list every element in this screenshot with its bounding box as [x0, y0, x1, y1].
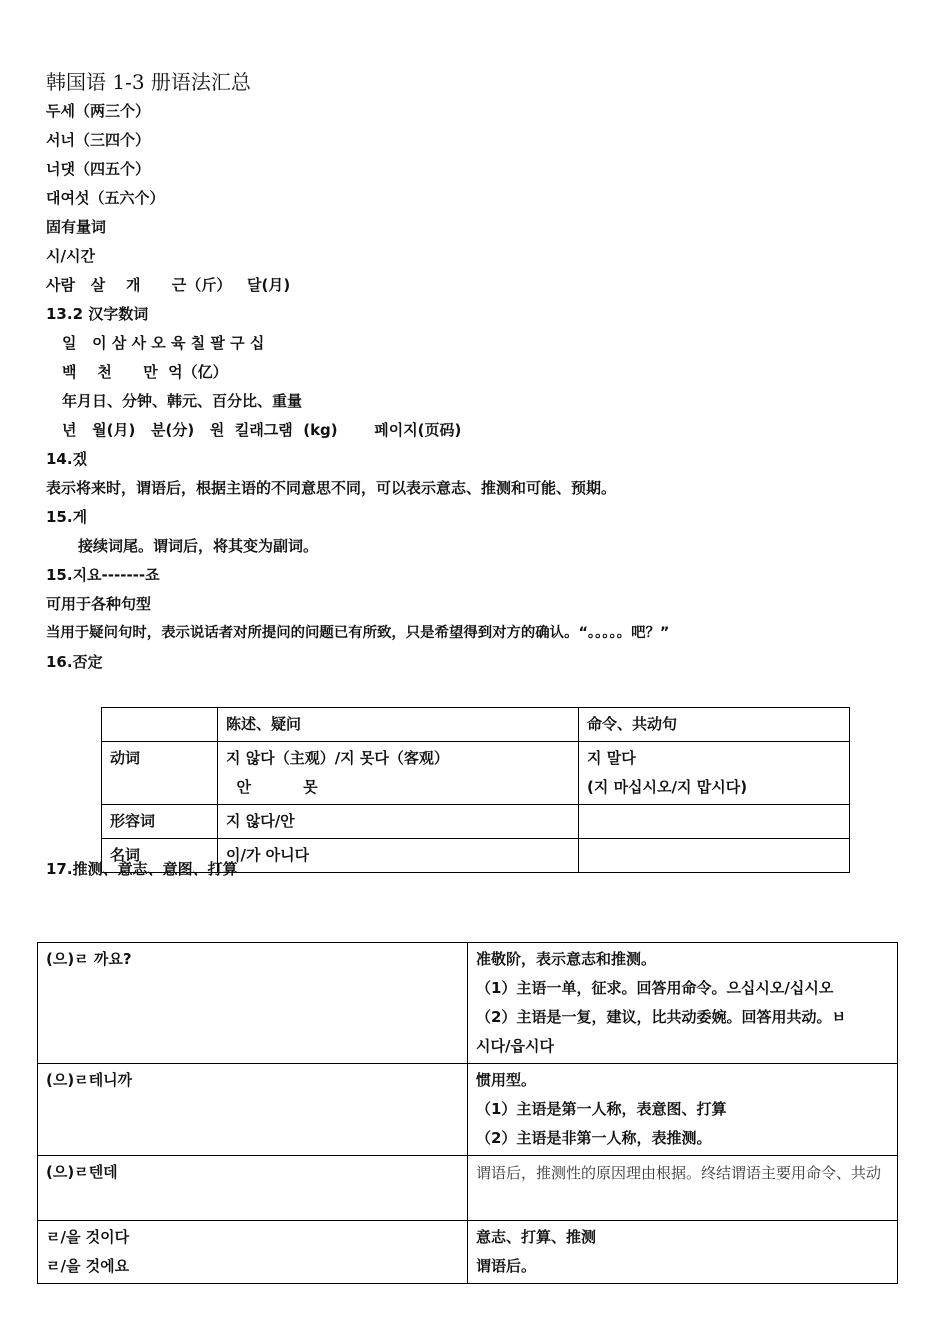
section-heading: 15.지요-------죠	[46, 566, 160, 584]
section-heading: 17.推测、意志、意图、打算	[46, 860, 238, 878]
text-line: 可用于各种句型	[46, 595, 152, 613]
table-row	[38, 1221, 898, 1284]
table-cell: 지 않다（主观）/지 못다（客观） 안 못	[218, 742, 579, 805]
table-header-row	[102, 708, 850, 742]
text-line: 年月日、分钟、韩元、百分比、重量	[62, 392, 303, 410]
table-row	[38, 1064, 898, 1156]
text-line: 当用于疑问句时，表示说话者对所提问的问题已有所致，只是希望得到对方的确认。“。。。。。吧？”	[46, 625, 670, 641]
row-label: 动词	[102, 742, 218, 805]
table-cell: 이/가 아니다	[218, 839, 579, 873]
text-line: 백 천 만 억（亿）	[62, 363, 228, 381]
section-heading: 13.2 汉字数词	[46, 305, 149, 323]
table-row	[102, 805, 850, 839]
grammar-desc-cell: 谓语后，推测性的原因理由根据。终结谓语主要用命令、共动	[468, 1156, 898, 1221]
section-heading: 14.겠	[46, 450, 88, 468]
section-heading: 15.게	[46, 508, 88, 526]
grammar-pattern-cell: (으)ㄹ테니까	[38, 1064, 468, 1156]
table-cell	[579, 805, 850, 839]
grammar-desc-cell: 准敬阶，表示意志和推测。 （1）主语一单，征求。回答用命令。으십시오/십시오 （2）主语是一复，建议，比共动委婉。回答用共动。ㅂ 시다/읍시다	[468, 943, 898, 1064]
grammar-desc-cell: 惯用型。 （1）主语是第一人称，表意图、打算 （2）主语是非第一人称，表推测。	[468, 1064, 898, 1156]
table-header-cell: 命令、共动句	[579, 708, 850, 742]
section-heading: 16.否定	[46, 653, 103, 671]
table-row	[38, 943, 898, 1064]
text-line: 接续词尾。谓词后，将其变为副词。	[78, 537, 319, 555]
grammar-desc-cell: 意志、打算、推测 谓语后。	[468, 1221, 898, 1284]
row-label: 形容词	[102, 805, 218, 839]
table-row	[38, 1156, 898, 1221]
text-line: 사람 살 개 근（斤） 달(月)	[46, 276, 291, 294]
table-cell: 지 않다/안	[218, 805, 579, 839]
table-row	[102, 742, 850, 805]
text-line: 너댓（四五个）	[46, 160, 150, 178]
grammar-table	[37, 942, 898, 1284]
table-header-cell: 陈述、疑问	[218, 708, 579, 742]
row-label: 名词	[102, 839, 218, 873]
grammar-pattern-cell: ㄹ/을 것이다 ㄹ/을 것에요	[38, 1221, 468, 1284]
table-cell: 지 말다 (지 마십시오/지 맙시다)	[579, 742, 850, 805]
table-cell	[579, 839, 850, 873]
text-line: 두세（两三个）	[46, 102, 150, 120]
table-header-cell	[102, 708, 218, 742]
text-line: 일 이 삼 사 오 육 칠 팔 구 십	[62, 334, 265, 352]
text-line: 固有量词	[46, 218, 107, 236]
grammar-pattern-cell: (으)ㄹ 까요?	[38, 943, 468, 1064]
text-line: 년 월(月) 분(分) 원 킬래그램 (kg) 페이지(页码)	[62, 421, 462, 439]
grammar-pattern-cell: (으)ㄹ텐데	[38, 1156, 468, 1221]
text-line: 서너（三四个）	[46, 131, 150, 149]
text-line: 대여섯（五六个）	[46, 189, 165, 207]
negation-table	[101, 707, 850, 873]
text-line: 시/시간	[46, 247, 95, 265]
text-line: 表示将来时，谓语后，根据主语的不同意思不同，可以表示意志、推测和可能、预期。	[46, 479, 617, 497]
document-title: 韩国语 1-3 册语法汇总	[46, 70, 251, 94]
